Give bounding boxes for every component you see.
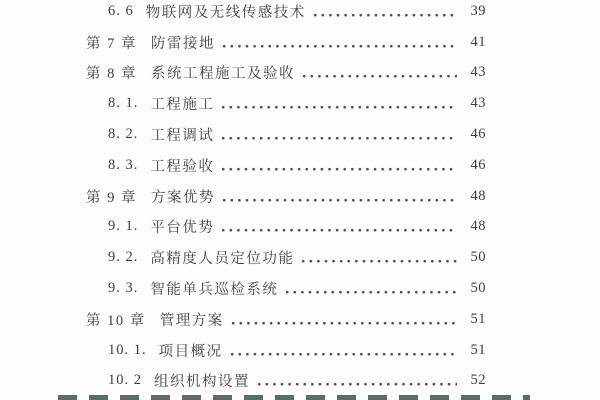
toc-entry-title: 方案优势 — [151, 189, 215, 206]
dot-leader — [231, 321, 457, 326]
toc-entry-number: 9. 2. — [108, 249, 139, 266]
toc-entry-number: 第 7 章 — [86, 35, 137, 52]
toc-entry — [0, 27, 486, 58]
toc-entry-page-number: 50 — [470, 249, 486, 266]
dot-leader — [230, 352, 457, 357]
toc-entry-number: 9. 1. — [108, 218, 139, 235]
toc-entry — [0, 181, 486, 212]
toc-entry — [0, 88, 486, 119]
toc-entry-number: 8. 1. — [108, 95, 139, 112]
truncated-next-line — [58, 395, 530, 400]
toc-entry-page-number: 51 — [470, 341, 486, 358]
dot-leader — [221, 105, 457, 110]
toc-entry-number: 9. 3. — [108, 280, 139, 297]
toc-entry-page-number: 46 — [470, 126, 486, 143]
toc-entry — [0, 0, 486, 27]
dot-leader — [222, 198, 457, 203]
toc-entry-title: 高精度人员定位功能 — [150, 251, 295, 268]
toc-entry-page-number: 48 — [470, 187, 486, 204]
toc-entry-title: 系统工程施工及验收 — [151, 66, 295, 83]
toc-entry — [0, 366, 486, 397]
toc-entry — [0, 335, 486, 366]
toc-entry — [0, 150, 486, 181]
toc-entry-title: 平台优势 — [150, 220, 215, 237]
toc-entry-title: 防雷接地 — [151, 35, 215, 52]
toc-entry-page-number: 48 — [470, 218, 486, 235]
toc-entry-number: 8. 2. — [108, 126, 139, 143]
toc-entry-page-number: 50 — [470, 280, 486, 297]
dot-leader — [222, 44, 457, 49]
toc-entry — [0, 119, 486, 150]
toc-entry-number: 第 8 章 — [86, 66, 137, 83]
toc-entry — [0, 273, 486, 304]
dot-leader — [257, 382, 457, 387]
toc-entry-page-number: 52 — [470, 372, 486, 389]
dot-leader — [301, 259, 457, 264]
toc-entry-page-number: 46 — [470, 156, 486, 173]
toc-entry-page-number: 41 — [470, 33, 486, 50]
toc-entry-title: 工程验收 — [150, 158, 215, 175]
toc-entry-title: 物联网及无线传感技术 — [145, 4, 306, 21]
toc-entry-number: 10. 2 — [108, 372, 142, 389]
toc-entry-page-number: 43 — [470, 95, 486, 112]
toc-entry — [0, 242, 486, 273]
toc-entry-number: 6. 6 — [108, 2, 134, 19]
dot-leader — [221, 228, 457, 233]
dot-leader — [221, 136, 457, 141]
dot-leader — [302, 74, 457, 79]
dot-leader — [313, 13, 457, 18]
toc-entry-number: 第 9 章 — [86, 189, 137, 206]
dot-leader — [285, 290, 457, 295]
toc-entry-number: 10. 1. — [108, 341, 147, 358]
toc-entry-title: 项目概况 — [158, 343, 223, 360]
toc-entry-number: 第 10 章 — [86, 312, 146, 329]
toc-entry-title: 管理方案 — [159, 312, 224, 329]
toc-entry — [0, 212, 486, 243]
toc-entry-page-number: 51 — [470, 310, 486, 327]
toc-entry-number: 8. 3. — [108, 156, 139, 173]
toc-entry-title: 工程调试 — [150, 128, 215, 145]
toc-entry-page-number: 39 — [470, 2, 486, 19]
toc-entry-title: 工程施工 — [150, 97, 215, 114]
toc-entry-page-number: 43 — [470, 64, 486, 81]
toc-entry — [0, 304, 486, 335]
toc-entry-title: 组织机构设置 — [154, 374, 250, 391]
toc-entry — [0, 58, 486, 89]
toc-entry-title: 智能单兵巡检系统 — [150, 282, 279, 299]
dot-leader — [221, 167, 457, 172]
